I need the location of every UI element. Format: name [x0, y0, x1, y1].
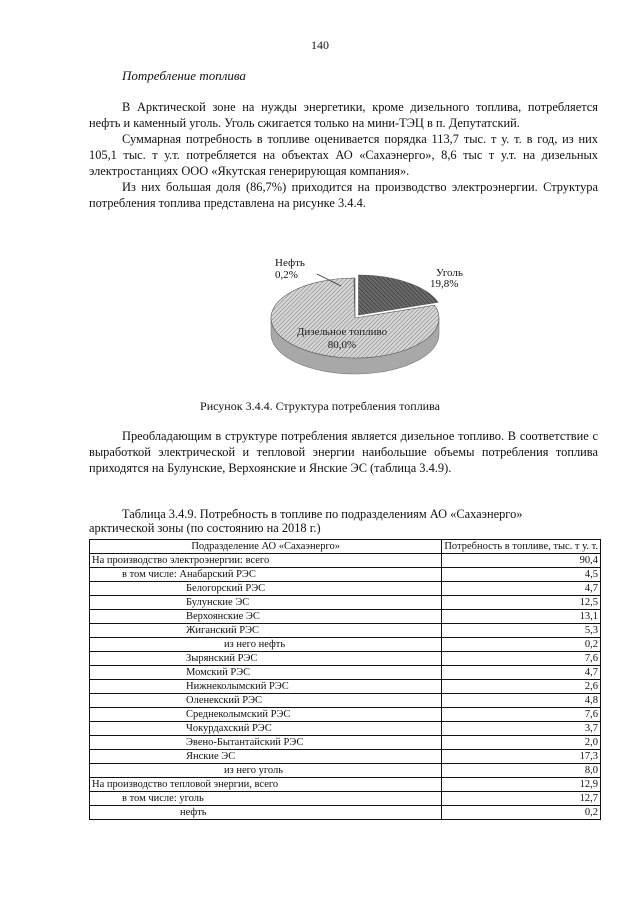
- table-row: [90, 708, 601, 722]
- fuel-demand-cell: 0,2: [442, 806, 601, 820]
- division-name-cell: Зырянский РЭС: [90, 652, 442, 666]
- table-row: [90, 722, 601, 736]
- table-header-row: [90, 540, 601, 554]
- coal-label: Уголь: [436, 267, 463, 279]
- division-name-cell: На производство тепловой энергии, всего: [90, 778, 442, 792]
- table-row: [90, 582, 601, 596]
- fuel-demand-cell: 13,1: [442, 610, 601, 624]
- figure-caption: Рисунок 3.4.4. Структура потребления топлива: [200, 399, 440, 413]
- table-title-line1: Таблица 3.4.9. Потребность в топливе по подразделениям АО «Сахаэнерго»: [122, 507, 523, 521]
- diesel-label: Дизельное топливо: [296, 326, 388, 338]
- table-row: [90, 806, 601, 820]
- fuel-demand-cell: 7,6: [442, 708, 601, 722]
- division-name-cell: Булунские ЭС: [90, 596, 442, 610]
- table-row: [90, 694, 601, 708]
- pie-slices: [271, 275, 439, 374]
- table-row: [90, 778, 601, 792]
- fuel-demand-cell: 7,6: [442, 652, 601, 666]
- fuel-demand-cell: 4,8: [442, 694, 601, 708]
- table-row: [90, 736, 601, 750]
- paragraph: Суммарная потребность в топливе оценивается порядка 113,7 тыс. т у. т. в год, из них 105,1 тыс. т у.т. потребляется на объектах АО «Сахаэнерго», 8,6 тыс т у.т. на дизельных электростанциях ООО «Якутская генерирующая компания».: [89, 132, 598, 178]
- diesel-value-label: 80,0%: [327, 339, 357, 351]
- division-name-cell: из него уголь: [90, 764, 442, 778]
- table-row: [90, 596, 601, 610]
- division-name-cell: Верхоянские ЭС: [90, 610, 442, 624]
- fuel-demand-cell: 5,3: [442, 624, 601, 638]
- fuel-demand-cell: 90,4: [442, 554, 601, 568]
- table-row: [90, 638, 601, 652]
- division-name-cell: Жиганский РЭС: [90, 624, 442, 638]
- division-name-cell: Эвено-Бытантайский РЭС: [90, 736, 442, 750]
- fuel-demand-cell: 3,7: [442, 722, 601, 736]
- header-division: Подразделение АО «Сахаэнерго»: [90, 540, 442, 554]
- table-row: [90, 568, 601, 582]
- division-name-cell: нефть: [90, 806, 442, 820]
- table-row: [90, 792, 601, 806]
- division-name-cell: На производство электроэнергии: всего: [90, 554, 442, 568]
- table-row: [90, 554, 601, 568]
- fuel-demand-cell: 17,3: [442, 750, 601, 764]
- top-paragraphs: [89, 99, 598, 211]
- table-title-line2: арктической зоны (по состоянию на 2018 г.): [89, 521, 321, 535]
- table-row: [90, 624, 601, 638]
- paragraph: Из них большая доля (86,7%) приходится на производство электроэнергии. Структура потребления топлива представлена на рисунке 3.4.4.: [89, 180, 598, 210]
- coal-value-label: 19,8%: [430, 278, 459, 290]
- oil-label: Нефть: [275, 257, 305, 269]
- table-row: [90, 764, 601, 778]
- table-row: [90, 750, 601, 764]
- division-name-cell: Чокурдахский РЭС: [90, 722, 442, 736]
- fuel-demand-table: [89, 539, 601, 820]
- oil-value-label: 0,2%: [275, 269, 298, 281]
- table-title: [89, 507, 598, 535]
- division-name-cell: Янские ЭС: [90, 750, 442, 764]
- table-row: [90, 610, 601, 624]
- fuel-structure-chart: [225, 252, 485, 390]
- table-row: [90, 680, 601, 694]
- bottom-paragraphs: [89, 428, 598, 476]
- fuel-demand-cell: 8,0: [442, 764, 601, 778]
- fuel-demand-cell: 2,6: [442, 680, 601, 694]
- table-row: [90, 652, 601, 666]
- fuel-demand-cell: 4,5: [442, 568, 601, 582]
- fuel-demand-cell: 4,7: [442, 582, 601, 596]
- section-title: Потребление топлива: [122, 68, 246, 83]
- fuel-demand-cell: 2,0: [442, 736, 601, 750]
- page-number: 140: [311, 38, 329, 52]
- division-name-cell: из него нефть: [90, 638, 442, 652]
- paragraph: Преобладающим в структуре потребления является дизельное топливо. В соответствие с выработкой электрической и тепловой энергии наибольшие объемы потребления топлива приходятся на Булунские, Верхоянские и Янские ЭС (таблица 3.4.9).: [89, 429, 598, 475]
- division-name-cell: в том числе: уголь: [90, 792, 442, 806]
- division-name-cell: в том числе: Анабарский РЭС: [90, 568, 442, 582]
- table-body: [90, 554, 601, 820]
- division-name-cell: Нижнеколымский РЭС: [90, 680, 442, 694]
- header-fuel-demand: Потребность в топливе, тыс. т у. т.: [442, 540, 601, 554]
- fuel-demand-cell: 0,2: [442, 638, 601, 652]
- fuel-demand-cell: 12,9: [442, 778, 601, 792]
- pie-chart-svg: [225, 252, 485, 390]
- division-name-cell: Момский РЭС: [90, 666, 442, 680]
- table-row: [90, 666, 601, 680]
- division-name-cell: Белогорский РЭС: [90, 582, 442, 596]
- division-name-cell: Среднеколымский РЭС: [90, 708, 442, 722]
- paragraph: В Арктической зоне на нужды энергетики, кроме дизельного топлива, потребляется нефть и каменный уголь. Уголь сжигается только на мини-ТЭЦ в п. Депутатский.: [89, 100, 598, 130]
- fuel-demand-cell: 4,7: [442, 666, 601, 680]
- fuel-demand-cell: 12,7: [442, 792, 601, 806]
- division-name-cell: Оленекский РЭС: [90, 694, 442, 708]
- fuel-demand-cell: 12,5: [442, 596, 601, 610]
